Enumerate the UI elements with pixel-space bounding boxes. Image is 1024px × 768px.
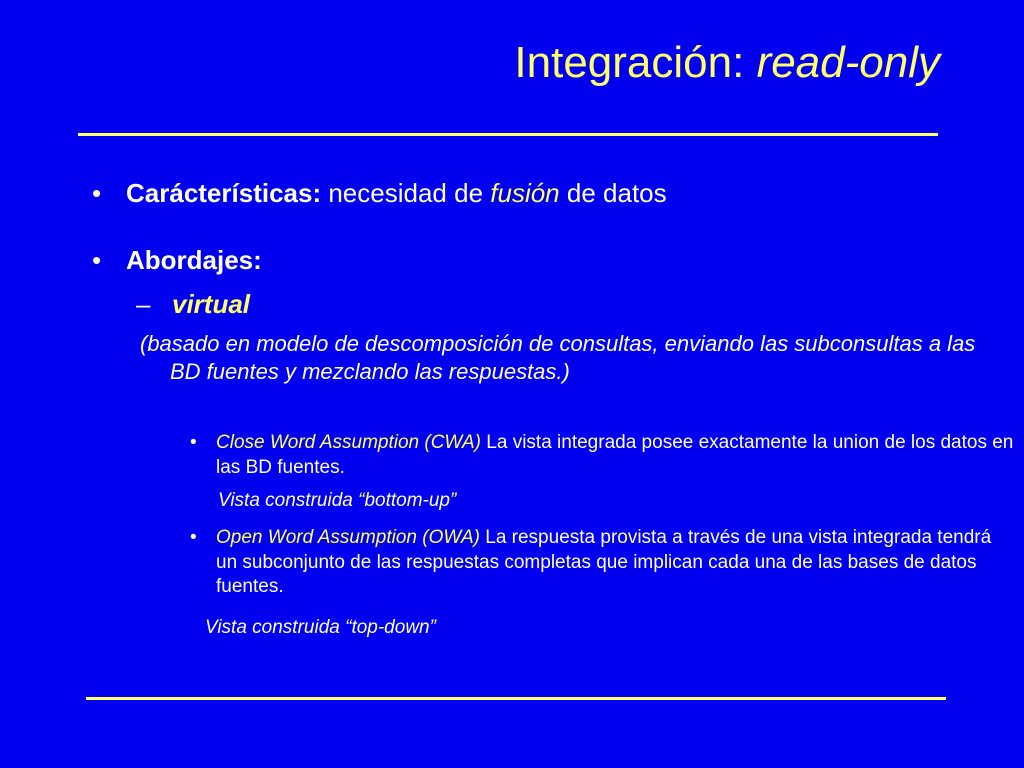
top-divider xyxy=(78,133,938,136)
bullet-icon: • xyxy=(92,245,102,275)
bullet-icon: • xyxy=(190,527,197,548)
owa-note: Vista construida “top-down” xyxy=(205,617,436,638)
bullet-characteristics xyxy=(92,178,667,209)
owa-term: Open Word Assumption (OWA) xyxy=(216,527,480,548)
characteristics-text-before: necesidad de xyxy=(321,178,491,208)
cwa-term: Close Word Assumption (CWA) xyxy=(216,432,482,453)
bottom-divider xyxy=(86,697,946,700)
virtual-description: (basado en modelo de descomposición de consultas, enviando las subconsultas a las BD fuentes y mezclando las respuestas.) xyxy=(140,331,976,384)
title-emphasis: read-only xyxy=(756,38,940,87)
characteristics-text-after: de datos xyxy=(559,178,667,208)
virtual-label: virtual xyxy=(172,289,251,319)
owa-text: La respuesta provista a través de una vista integrada tendrá un subconjunto de las respuestas completas que implican cada una de las bases de datos fuentes. xyxy=(216,527,992,598)
characteristics-emphasis: fusión xyxy=(490,178,560,208)
sub-bullet-virtual xyxy=(136,289,250,320)
slide-title xyxy=(514,38,940,89)
dash-icon: – xyxy=(136,289,151,319)
bullet-icon: • xyxy=(190,432,197,453)
cwa-text: La vista integrada posee exactamente la union de los datos en las BD fuentes. xyxy=(216,432,1014,478)
item-owa xyxy=(190,526,1016,600)
approaches-label: Abordajes: xyxy=(126,245,262,275)
bullet-icon: • xyxy=(92,178,102,208)
cwa-note: Vista construida “bottom-up” xyxy=(218,490,457,511)
title-main: Integración: xyxy=(514,38,757,87)
bullet-approaches xyxy=(92,245,262,276)
item-cwa xyxy=(190,431,1016,480)
characteristics-label: Carácterísticas: xyxy=(126,178,322,208)
